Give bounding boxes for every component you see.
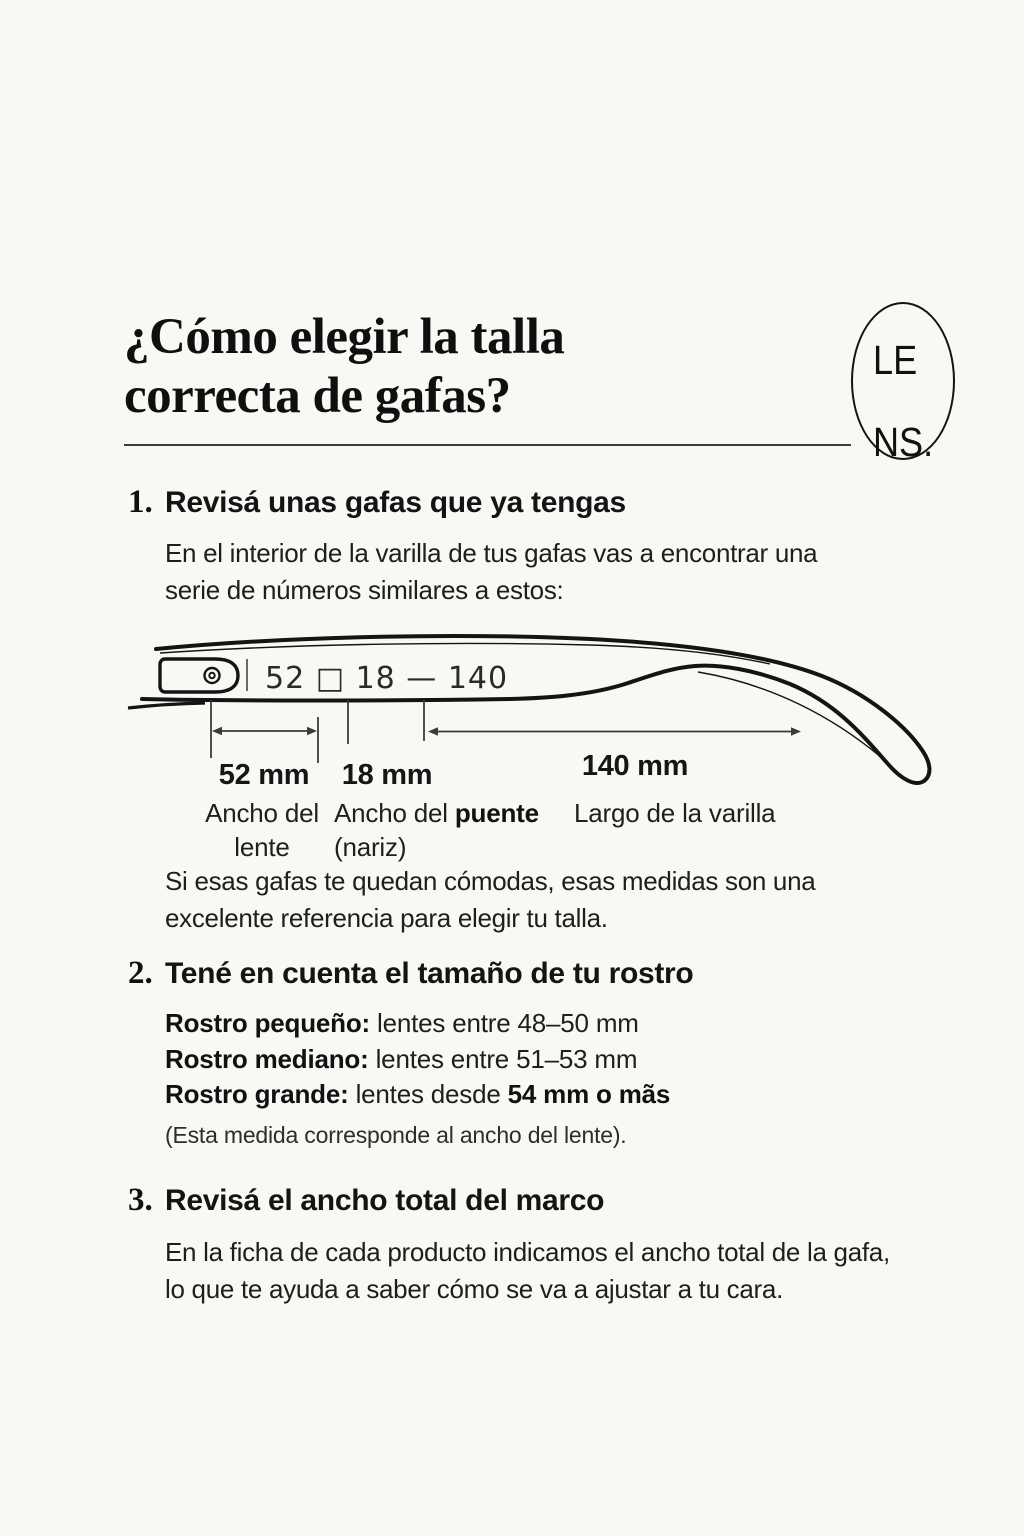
section-3-paragraph-line2: lo que te ayuda a saber cómo se va a ajustar a tu cara. bbox=[165, 1274, 783, 1304]
face-size-text-medium: lentes entre 51–53 mm bbox=[368, 1043, 638, 1074]
section-2-heading bbox=[128, 955, 693, 992]
section-1-outro bbox=[165, 863, 815, 937]
face-size-item-large bbox=[165, 1077, 670, 1113]
section-1-paragraph-line2: serie de números similares a estos: bbox=[165, 575, 564, 605]
face-size-list bbox=[165, 1006, 670, 1113]
header-divider bbox=[124, 444, 851, 446]
section-1-number: 1. bbox=[128, 484, 153, 520]
bridge-caption-line2: (nariz) bbox=[334, 832, 407, 862]
lens-width-note: (Esta medida corresponde al ancho del lente). bbox=[165, 1122, 627, 1148]
face-size-label-large: Rostro grande: bbox=[165, 1079, 349, 1109]
face-size-text-small: lentes entre 48–50 mm bbox=[370, 1008, 639, 1038]
temple-length-value: 140 mm bbox=[581, 750, 689, 782]
bridge-caption-bold: puente bbox=[454, 798, 539, 828]
lens-logo-line2: NS. bbox=[873, 419, 934, 465]
face-size-bold-large: 54 mm o mãs bbox=[507, 1079, 671, 1109]
face-size-label-small: Rostro pequeño: bbox=[165, 1008, 370, 1038]
section-2-title: Tené en cuenta el tamaño de tu rostro bbox=[165, 957, 694, 990]
face-size-text-large: lentes desde bbox=[348, 1079, 508, 1109]
section-1-title: Revisá unas gafas que ya tengas bbox=[165, 486, 626, 519]
lens-caption-line2: lente bbox=[234, 832, 290, 862]
lens-caption-line1: Ancho del bbox=[205, 798, 319, 828]
lens-width-arrow bbox=[212, 727, 317, 735]
section-1-outro-line1: Si esas gafas te quedan cómodas, esas medidas son una bbox=[165, 866, 816, 896]
temple-length-arrow bbox=[428, 727, 801, 735]
bridge-caption-line1 bbox=[334, 796, 574, 830]
lens-width-caption bbox=[182, 796, 342, 864]
face-size-item-small bbox=[165, 1006, 670, 1042]
face-size-label-medium: Rostro mediano: bbox=[165, 1043, 369, 1074]
lens-logo-text bbox=[873, 337, 934, 465]
section-3-title: Revisá el ancho total del marco bbox=[165, 1184, 605, 1217]
hinge-end-piece bbox=[160, 659, 238, 692]
section-1-heading bbox=[128, 484, 626, 521]
hinge-screw-icon bbox=[205, 668, 220, 683]
temple-caption-line1: Largo de la varilla bbox=[574, 798, 776, 828]
section-3-heading bbox=[128, 1182, 604, 1219]
lens-logo-line1: LE bbox=[873, 337, 918, 383]
section-3-paragraph bbox=[165, 1234, 890, 1308]
temple-bottom-stub bbox=[128, 703, 205, 708]
section-3-paragraph-line1: En la ficha de cada producto indicamos el ancho total de la gafa, bbox=[165, 1237, 890, 1267]
bridge-width-value: 18 mm bbox=[341, 759, 433, 791]
section-2-number: 2. bbox=[128, 955, 153, 991]
temple-length-caption bbox=[574, 796, 904, 830]
lens-logo bbox=[851, 302, 955, 465]
page-title-line2: correcta de gafas? bbox=[124, 368, 511, 424]
section-1-paragraph-line1: En el interior de la varilla de tus gafas vas a encontrar una bbox=[165, 538, 818, 568]
section-1-paragraph bbox=[165, 535, 817, 609]
section-3-number: 3. bbox=[128, 1182, 153, 1218]
lens-width-value: 52 mm bbox=[218, 759, 310, 791]
section-1-outro-line2: excelente referencia para elegir tu talla. bbox=[165, 903, 608, 933]
arm-size-marking: 52 □ 18 — 140 bbox=[265, 661, 509, 696]
bridge-caption-prefix: Ancho del bbox=[334, 798, 455, 828]
page-title-line1: ¿Cómo elegir la talla bbox=[124, 309, 565, 365]
face-size-item-medium bbox=[165, 1042, 670, 1078]
glasses-temple-diagram bbox=[120, 600, 940, 880]
bridge-width-caption bbox=[334, 796, 574, 864]
page-title bbox=[124, 308, 744, 426]
